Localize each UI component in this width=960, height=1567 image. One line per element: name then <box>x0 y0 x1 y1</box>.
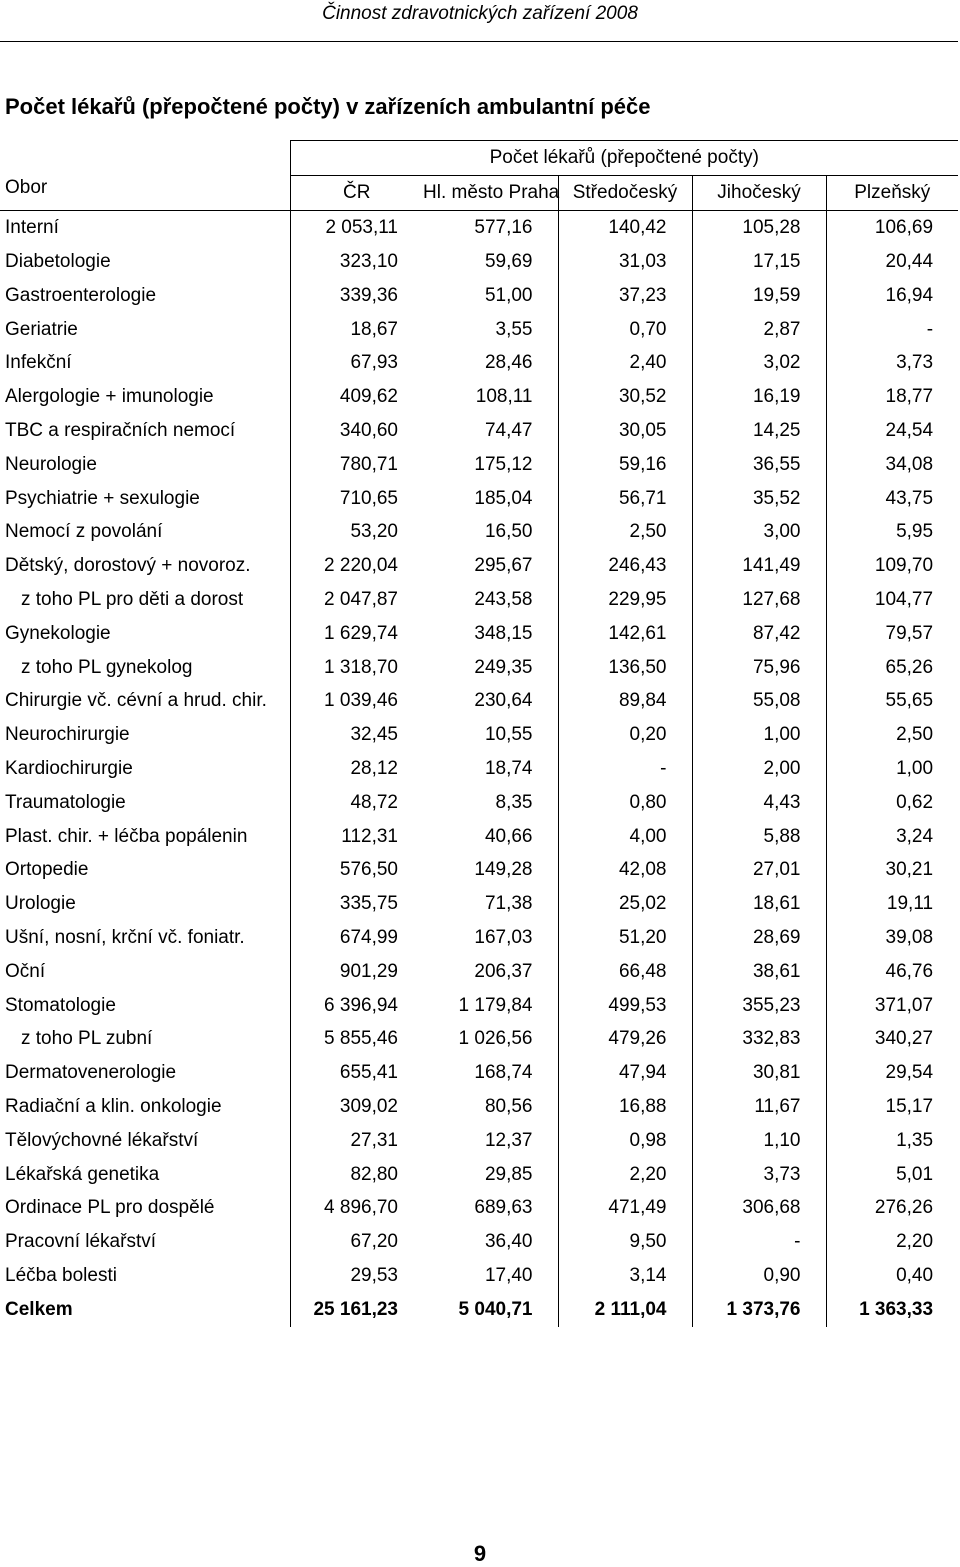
table-cell: 29,53 <box>290 1259 423 1293</box>
table-cell: 43,75 <box>826 482 958 516</box>
table-cell: 19,59 <box>692 279 826 313</box>
row-label: Ortopedie <box>5 859 89 881</box>
table-row <box>0 955 958 989</box>
table-cell: 80,56 <box>484 1095 533 1117</box>
physicians-table <box>0 140 958 1327</box>
table-row <box>0 448 958 482</box>
table-cell: 2,20 <box>826 1225 958 1259</box>
row-label: Gastroenterologie <box>5 284 157 306</box>
table-cell: 104,77 <box>826 583 958 617</box>
table-cell: 74,47 <box>484 419 533 441</box>
table-row <box>0 617 958 651</box>
table-cell: 2 047,87 <box>290 583 423 617</box>
table-cell: 655,41 <box>290 1056 423 1090</box>
table-cell: 51,00 <box>484 284 533 306</box>
row-label: Traumatologie <box>5 791 126 813</box>
table-cell: 1,00 <box>826 752 958 786</box>
column-header-praha: Hl. město Praha <box>423 175 558 211</box>
total-cell: 5 040,71 <box>458 1298 533 1320</box>
table-row <box>0 887 958 921</box>
table-row <box>0 515 958 549</box>
table-cell: 689,63 <box>474 1197 533 1219</box>
row-label: TBC a respiračních nemocí <box>5 419 236 441</box>
table-cell: 2,87 <box>692 313 826 347</box>
total-label: Celkem <box>5 1298 73 1320</box>
table-cell: 1,35 <box>826 1124 958 1158</box>
table-cell: 32,45 <box>290 718 423 752</box>
table-cell: 5,95 <box>826 515 958 549</box>
table-cell: 87,42 <box>692 617 826 651</box>
total-cell: 1 363,33 <box>826 1293 958 1327</box>
table-cell: 18,74 <box>484 757 533 779</box>
table-cell: 16,94 <box>826 279 958 313</box>
table-row <box>0 684 958 718</box>
total-cell: 1 373,76 <box>692 1293 826 1327</box>
row-label: Geriatrie <box>5 318 78 340</box>
table-cell: 371,07 <box>826 989 958 1023</box>
table-cell: 106,69 <box>826 211 958 245</box>
row-label: z toho PL pro děti a dorost <box>21 588 244 610</box>
table-cell: 24,54 <box>826 414 958 448</box>
table-cell: 576,50 <box>290 853 423 887</box>
table-cell: 479,26 <box>558 1022 692 1056</box>
table-cell: 82,80 <box>290 1158 423 1192</box>
table-cell: 20,44 <box>826 245 958 279</box>
row-label: Gynekologie <box>5 622 111 644</box>
table-row <box>0 346 958 380</box>
table-cell: 335,75 <box>290 887 423 921</box>
table-row <box>0 752 958 786</box>
table-cell: 348,15 <box>474 622 533 644</box>
table-cell: 127,68 <box>692 583 826 617</box>
table-cell: 79,57 <box>826 617 958 651</box>
table-cell: 89,84 <box>558 684 692 718</box>
table-cell: 1 629,74 <box>290 617 423 651</box>
table-cell: 246,43 <box>558 549 692 583</box>
table-cell: 185,04 <box>474 487 533 509</box>
total-cell: 25 161,23 <box>290 1293 423 1327</box>
table-cell: 27,01 <box>692 853 826 887</box>
table-cell: 2 053,11 <box>290 211 423 245</box>
table-cell: 340,27 <box>826 1022 958 1056</box>
column-header-plzensky: Plzeňský <box>826 175 958 211</box>
row-label: Dermatovenerologie <box>5 1062 177 1084</box>
table-cell: 249,35 <box>474 656 533 678</box>
table-cell: 14,25 <box>692 414 826 448</box>
table-cell: 3,14 <box>558 1259 692 1293</box>
row-label: Neurologie <box>5 453 97 475</box>
row-label: Ušní, nosní, krční vč. foniatr. <box>5 926 245 948</box>
table-cell: 42,08 <box>558 853 692 887</box>
table-cell: 35,52 <box>692 482 826 516</box>
table-cell: 6 396,94 <box>290 989 423 1023</box>
table-cell: 332,83 <box>692 1022 826 1056</box>
row-label: Diabetologie <box>5 250 111 272</box>
row-label: Radiační a klin. onkologie <box>5 1095 222 1117</box>
table-cell: 37,23 <box>558 279 692 313</box>
table-cell: 4,43 <box>692 786 826 820</box>
row-label: Infekční <box>5 352 72 374</box>
table-cell: 109,70 <box>826 549 958 583</box>
table-cell: 36,55 <box>692 448 826 482</box>
table-cell: 48,72 <box>290 786 423 820</box>
table-row <box>0 482 958 516</box>
table-cell: 0,98 <box>558 1124 692 1158</box>
table-cell: 149,28 <box>474 859 533 881</box>
table-cell: 710,65 <box>290 482 423 516</box>
table-cell: 306,68 <box>692 1191 826 1225</box>
table-row <box>0 1158 958 1192</box>
header-rule <box>0 41 958 42</box>
table-cell: 75,96 <box>692 651 826 685</box>
table-cell: 8,35 <box>495 791 533 813</box>
table-row <box>0 786 958 820</box>
table-cell: 5,01 <box>826 1158 958 1192</box>
table-cell: 276,26 <box>826 1191 958 1225</box>
table-cell: 18,67 <box>290 313 423 347</box>
table-cell: 28,12 <box>290 752 423 786</box>
total-row <box>0 1293 958 1327</box>
table-cell: 40,66 <box>484 825 533 847</box>
group-header: Počet lékařů (přepočtené počty) <box>290 141 958 176</box>
table-row <box>0 549 958 583</box>
row-label: z toho PL zubní <box>21 1028 153 1050</box>
table-cell: - <box>826 313 958 347</box>
table-cell: 142,61 <box>558 617 692 651</box>
row-label: Oční <box>5 960 46 982</box>
row-label: z toho PL gynekolog <box>21 656 193 678</box>
table-row <box>0 380 958 414</box>
table-cell: 0,70 <box>558 313 692 347</box>
table-cell: 11,67 <box>692 1090 826 1124</box>
row-label: Neurochirurgie <box>5 724 130 746</box>
table-cell: 0,40 <box>826 1259 958 1293</box>
table-row <box>0 651 958 685</box>
table-cell: 9,50 <box>558 1225 692 1259</box>
table-row <box>0 718 958 752</box>
table-row <box>0 211 958 245</box>
table-cell: 141,49 <box>692 549 826 583</box>
table-cell: 28,46 <box>484 352 533 374</box>
table-cell: 12,37 <box>484 1129 533 1151</box>
table-cell: 71,38 <box>484 893 533 915</box>
table-cell: 2,40 <box>558 346 692 380</box>
table-row <box>0 414 958 448</box>
table-cell: 1,00 <box>692 718 826 752</box>
table-cell: 309,02 <box>290 1090 423 1124</box>
table-cell: 67,20 <box>290 1225 423 1259</box>
table-cell: 29,85 <box>484 1163 533 1185</box>
table-cell: 59,69 <box>484 250 533 272</box>
column-header-cr: ČR <box>290 175 423 211</box>
table-cell: 175,12 <box>474 453 533 475</box>
table-row <box>0 279 958 313</box>
table-cell: 16,88 <box>558 1090 692 1124</box>
table-cell: 0,90 <box>692 1259 826 1293</box>
table-row <box>0 853 958 887</box>
table-cell: 2,50 <box>558 515 692 549</box>
table-cell: 229,95 <box>558 583 692 617</box>
row-label: Kardiochirurgie <box>5 757 133 779</box>
table-cell: 108,11 <box>475 386 533 408</box>
table-cell: - <box>558 752 692 786</box>
table-cell: 1 318,70 <box>290 651 423 685</box>
table-cell: 230,64 <box>474 690 533 712</box>
table-cell: 18,61 <box>692 887 826 921</box>
table-cell: 295,67 <box>474 555 533 577</box>
table-row <box>0 1124 958 1158</box>
row-label: Interní <box>0 211 290 245</box>
table-cell: 29,54 <box>826 1056 958 1090</box>
table-cell: 19,11 <box>826 887 958 921</box>
table-cell: 355,23 <box>692 989 826 1023</box>
table-cell: 1 179,84 <box>458 994 533 1016</box>
table-cell: 5,88 <box>692 820 826 854</box>
total-cell: 2 111,04 <box>558 1293 692 1327</box>
table-cell: 10,55 <box>484 724 533 746</box>
table-cell: 56,71 <box>558 482 692 516</box>
table-cell: 901,29 <box>290 955 423 989</box>
table-cell: 2,50 <box>826 718 958 752</box>
table-cell: 15,17 <box>826 1090 958 1124</box>
table-cell: 65,26 <box>826 651 958 685</box>
table-cell: 55,08 <box>692 684 826 718</box>
row-label: Stomatologie <box>5 994 116 1016</box>
table-cell: 4 896,70 <box>290 1191 423 1225</box>
table-cell: 47,94 <box>558 1056 692 1090</box>
table-cell: 1 026,56 <box>458 1028 533 1050</box>
table-cell: 16,19 <box>692 380 826 414</box>
table-row <box>0 1191 958 1225</box>
table-cell: 55,65 <box>826 684 958 718</box>
table-row <box>0 1090 958 1124</box>
table-row <box>0 245 958 279</box>
table-cell: - <box>692 1225 826 1259</box>
table-row <box>0 313 958 347</box>
table-cell: 780,71 <box>290 448 423 482</box>
table-row <box>0 583 958 617</box>
table-cell: 3,55 <box>495 318 533 340</box>
table-cell: 0,62 <box>826 786 958 820</box>
table-cell: 17,15 <box>692 245 826 279</box>
running-header: Činnost zdravotnických zařízení 2008 <box>322 3 638 24</box>
row-label: Lékařská genetika <box>5 1163 160 1185</box>
page-number: 9 <box>473 1541 487 1566</box>
table-cell: 2,00 <box>692 752 826 786</box>
table-cell: 4,00 <box>558 820 692 854</box>
table-cell: 577,16 <box>423 211 558 245</box>
table-cell: 340,60 <box>290 414 423 448</box>
table-cell: 112,31 <box>290 820 423 854</box>
column-header-stredocesky: Středočeský <box>558 175 692 211</box>
table-cell: 30,52 <box>558 380 692 414</box>
table-cell: 1 039,46 <box>290 684 423 718</box>
table-cell: 3,02 <box>692 346 826 380</box>
table-cell: 18,77 <box>826 380 958 414</box>
table-cell: 30,05 <box>558 414 692 448</box>
table-cell: 66,48 <box>558 955 692 989</box>
table-cell: 3,73 <box>826 346 958 380</box>
table-row <box>0 1022 958 1056</box>
table-cell: 136,50 <box>558 651 692 685</box>
table-cell: 3,73 <box>692 1158 826 1192</box>
table-cell: 3,24 <box>826 820 958 854</box>
table-cell: 16,50 <box>484 521 533 543</box>
row-label: Tělovýchovné lékařství <box>5 1129 199 1151</box>
table-cell: 17,40 <box>484 1264 533 1286</box>
table-cell: 38,61 <box>692 955 826 989</box>
column-header-jihocesky: Jihočeský <box>692 175 826 211</box>
row-label: Alergologie + imunologie <box>5 386 214 408</box>
row-label: Plast. chir. + léčba popálenin <box>5 825 248 847</box>
table-cell: 2,20 <box>558 1158 692 1192</box>
table-cell: 67,93 <box>290 346 423 380</box>
table-cell: 471,49 <box>558 1191 692 1225</box>
table-cell: 2 220,04 <box>290 549 423 583</box>
table-row <box>0 820 958 854</box>
table-cell: 499,53 <box>558 989 692 1023</box>
table-cell: 27,31 <box>290 1124 423 1158</box>
table-cell: 168,74 <box>474 1062 533 1084</box>
row-label: Ordinace PL pro dospělé <box>5 1197 215 1219</box>
table-cell: 674,99 <box>290 921 423 955</box>
table-row <box>0 989 958 1023</box>
table-cell: 1,10 <box>692 1124 826 1158</box>
table-cell: 323,10 <box>290 245 423 279</box>
table-cell: 59,16 <box>558 448 692 482</box>
table-cell: 46,76 <box>826 955 958 989</box>
row-label: Léčba bolesti <box>5 1264 117 1286</box>
row-header-label: Obor <box>5 176 48 198</box>
table-cell: 409,62 <box>290 380 423 414</box>
table-cell: 28,69 <box>692 921 826 955</box>
row-label: Pracovní lékařství <box>5 1231 156 1253</box>
table-cell: 167,03 <box>474 926 533 948</box>
row-label: Urologie <box>5 893 76 915</box>
table-cell: 243,58 <box>474 588 533 610</box>
table-cell: 0,20 <box>558 718 692 752</box>
table-cell: 5 855,46 <box>290 1022 423 1056</box>
table-cell: 36,40 <box>484 1231 533 1253</box>
table-cell: 31,03 <box>558 245 692 279</box>
table-cell: 51,20 <box>558 921 692 955</box>
table-cell: 105,28 <box>692 211 826 245</box>
table-cell: 53,20 <box>290 515 423 549</box>
table-cell: 0,80 <box>558 786 692 820</box>
table-row <box>0 1259 958 1293</box>
row-label: Psychiatrie + sexulogie <box>5 487 200 509</box>
row-label: Nemocí z povolání <box>5 521 163 543</box>
table-cell: 30,21 <box>826 853 958 887</box>
table-cell: 206,37 <box>474 960 533 982</box>
table-cell: 30,81 <box>692 1056 826 1090</box>
table-cell: 39,08 <box>826 921 958 955</box>
page-title: Počet lékařů (přepočtené počty) v zařízeních ambulantní péče <box>5 94 651 119</box>
table-cell: 339,36 <box>290 279 423 313</box>
row-label: Dětský, dorostový + novoroz. <box>5 555 251 577</box>
table-cell: 25,02 <box>558 887 692 921</box>
table-cell: 34,08 <box>826 448 958 482</box>
table-cell: 3,00 <box>692 515 826 549</box>
row-label: Chirurgie vč. cévní a hrud. chir. <box>5 690 267 712</box>
table-row <box>0 921 958 955</box>
table-row <box>0 1225 958 1259</box>
table-row <box>0 1056 958 1090</box>
table-cell: 140,42 <box>558 211 692 245</box>
